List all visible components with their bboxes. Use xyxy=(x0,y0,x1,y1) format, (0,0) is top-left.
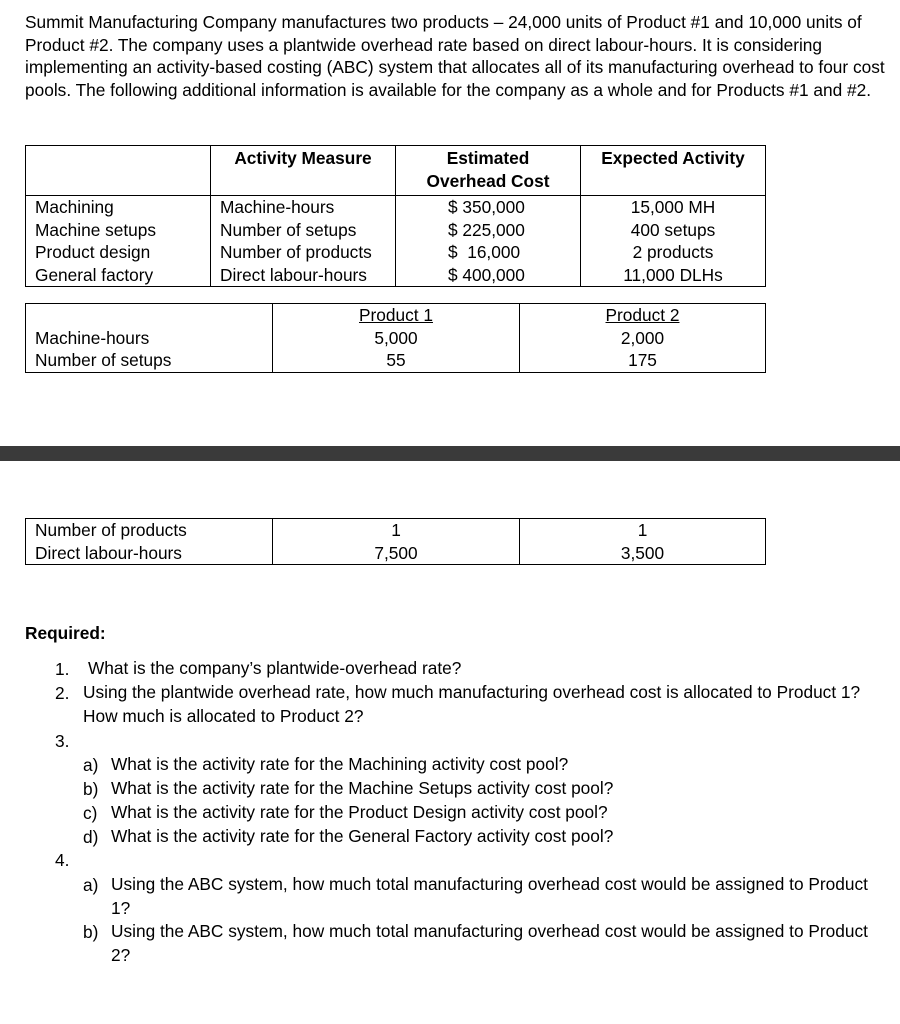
expected-activity-column xyxy=(581,196,766,287)
product-activity-table xyxy=(25,303,766,373)
product-2-header: Product 2 xyxy=(605,305,680,325)
question-3c: What is the activity rate for the Product Design activity cost pool? xyxy=(111,802,608,822)
p1-dlh: 7,500 xyxy=(374,542,418,563)
activity-measure-column xyxy=(211,196,396,287)
q3b-letter: b) xyxy=(83,779,99,799)
table-row xyxy=(26,519,766,565)
table-row xyxy=(26,304,766,373)
cost-machine-setups: $ 225,000 xyxy=(448,219,525,240)
pool-general-factory: General factory xyxy=(35,264,154,285)
question-3a: What is the activity rate for the Machining activity cost pool? xyxy=(111,754,569,774)
header-estimated-overhead-cost: Estimated Overhead Cost xyxy=(396,146,581,196)
label-number-of-setups: Number of setups xyxy=(35,350,172,370)
required-heading: Required: xyxy=(25,623,106,643)
q3a-letter: a) xyxy=(83,755,99,775)
question-3b: What is the activity rate for the Machine Setups activity cost pool? xyxy=(111,778,614,798)
p2-setups: 175 xyxy=(628,350,657,370)
activity-general-factory: 11,000 DLHs xyxy=(623,264,723,285)
header-blank xyxy=(26,146,211,196)
q3d-letter: d) xyxy=(83,827,99,847)
pool-machine-setups: Machine setups xyxy=(35,219,157,240)
q4b-letter: b) xyxy=(83,922,99,942)
pool-machining: Machining xyxy=(35,197,114,217)
activity-product-design: 2 products xyxy=(632,242,714,262)
intro-paragraph: Summit Manufacturing Company manufactures two products – 24,000 units of Product #1 and 10,000 units of Product #2. The company uses a plantwide overhead rate based on direct labour-hours. It is considering implementing an activity-based costing (ABC) system that allocates all of its manufacturing overhead to four cost pools. The following additional information is available for the company as a whole and for Products #1 and #2. xyxy=(25,12,885,100)
product-2-column xyxy=(520,304,766,373)
divider-bar xyxy=(0,446,900,461)
product-1-column xyxy=(273,304,520,373)
q2-number: 2. xyxy=(55,683,70,703)
q4a-letter: a) xyxy=(83,875,99,895)
p2-products: 1 xyxy=(637,520,648,540)
product-row-labels xyxy=(26,304,273,373)
q4-number: 4. xyxy=(55,850,70,870)
measure-number-of-setups: Number of setups xyxy=(220,219,357,240)
cost-pool-table xyxy=(25,145,766,287)
question-1: What is the company’s plantwide-overhead rate? xyxy=(88,658,462,678)
q3-number: 3. xyxy=(55,731,70,751)
q1-number: 1. xyxy=(55,659,70,679)
cost-pool-column xyxy=(26,196,211,287)
table-header-row xyxy=(26,146,766,196)
p1-products: 1 xyxy=(391,520,401,540)
p2-machine-hours: 2,000 xyxy=(620,327,665,348)
product-activity-table-continued xyxy=(25,518,766,565)
p1-machine-hours: 5,000 xyxy=(374,327,418,348)
measure-machine-hours: Machine-hours xyxy=(220,197,335,217)
product-2-column xyxy=(520,519,766,565)
product-1-header: Product 1 xyxy=(359,305,433,325)
cost-general-factory: $ 400,000 xyxy=(448,264,525,285)
question-2: Using the plantwide overhead rate, how much manufacturing overhead cost is allocated to Product 1? How much is allocated to Product 2? xyxy=(83,682,861,726)
activity-machine-setups: 400 setups xyxy=(630,219,716,240)
measure-number-of-products: Number of products xyxy=(220,242,372,262)
measure-direct-labour-hours: Direct labour-hours xyxy=(220,264,367,285)
header-activity-measure: Activity Measure xyxy=(211,146,396,196)
pool-product-design: Product design xyxy=(35,242,151,262)
question-3d: What is the activity rate for the General Factory activity cost pool? xyxy=(111,826,614,846)
p2-dlh: 3,500 xyxy=(620,542,665,563)
activity-machining: 15,000 MH xyxy=(630,197,716,217)
product-row-labels xyxy=(26,519,273,565)
table-row xyxy=(26,196,766,287)
question-4a: Using the ABC system, how much total manufacturing overhead cost would be assigned to Product 1? xyxy=(111,874,868,918)
p1-setups: 55 xyxy=(386,350,406,370)
label-number-of-products: Number of products xyxy=(35,520,187,540)
cost-machining: $ 350,000 xyxy=(448,197,525,217)
cost-product-design: $ 16,000 xyxy=(448,242,521,262)
q3c-letter: c) xyxy=(83,803,98,823)
label-machine-hours: Machine-hours xyxy=(35,327,150,348)
question-4b: Using the ABC system, how much total manufacturing overhead cost would be assigned to Product 2? xyxy=(111,921,868,965)
header-expected-activity: Expected Activity xyxy=(581,146,766,196)
label-direct-labour-hours: Direct labour-hours xyxy=(35,542,182,563)
product-1-column xyxy=(273,519,520,565)
overhead-cost-column xyxy=(396,196,581,287)
